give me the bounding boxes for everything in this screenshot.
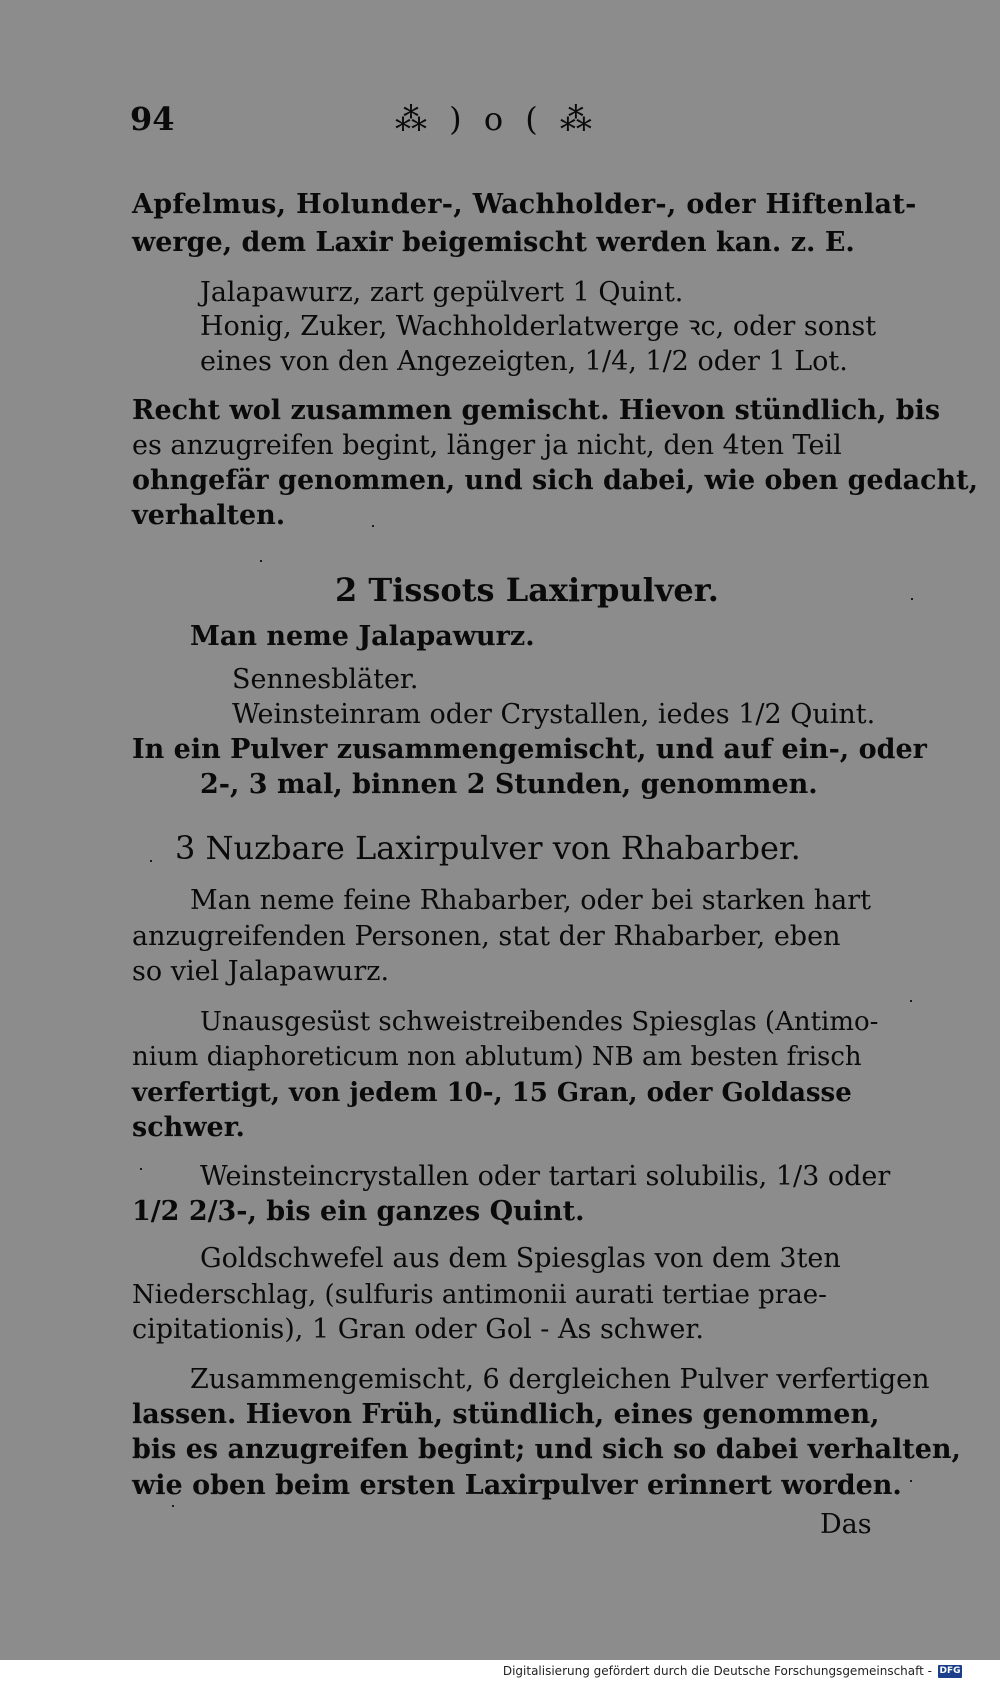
- digitization-footer: [503, 1664, 962, 1678]
- text-line: schwer.: [132, 1112, 245, 1143]
- running-head-ornament: ⁂ ) o ( ⁂: [395, 100, 598, 138]
- text-line: so viel Jalapawurz.: [132, 956, 390, 987]
- text-line: Zusammengemischt, 6 dergleichen Pulver verfertigen: [190, 1364, 930, 1395]
- recipe-line: Weinsteinram oder Crystallen, iedes 1/2 Quint.: [232, 699, 876, 730]
- text-line: 2-, 3 mal, binnen 2 Stunden, genommen.: [200, 769, 818, 800]
- scan-speck: [911, 598, 913, 600]
- recipe-line: Unausgesüst schweistreibendes Spiesglas (Antimo-: [200, 1007, 879, 1037]
- text-line: cipitationis), 1 Gran oder Gol - As schwer.: [132, 1314, 704, 1345]
- text-line: ohngefär genommen, und sich dabei, wie oben gedacht,: [132, 465, 979, 496]
- recipe-line: eines von den Angezeigten, 1/4, 1/2 oder 1 Lot.: [200, 346, 848, 377]
- scan-speck: [910, 1480, 912, 1482]
- text-line: lassen. Hievon Früh, stündlich, eines genommen,: [132, 1399, 880, 1430]
- section-heading: 2 Tissots Laxirpulver.: [335, 571, 719, 609]
- recipe-line: Sennesbläter.: [232, 664, 419, 695]
- dfg-logo: DFG: [939, 1665, 961, 1676]
- text-line: Recht wol zusammen gemischt. Hievon stündlich, bis: [132, 395, 941, 426]
- text-line: Apfelmus, Holunder-, Wachholder-, oder Hiftenlat-: [132, 189, 917, 220]
- scan-speck: [372, 525, 374, 527]
- text-line: verhalten.: [132, 500, 286, 531]
- scan-speck: [172, 1505, 174, 1507]
- footer-text: Digitalisierung gefördert durch die Deutsche Forschungsgemeinschaft -: [502, 1664, 932, 1678]
- scan-speck: [140, 1168, 142, 1170]
- text-line: es anzugreifen begint, länger ja nicht, den 4ten Teil: [132, 430, 842, 461]
- page-header: [130, 100, 690, 150]
- recipe-line: Weinsteincrystallen oder tartari solubilis, 1/3 oder: [200, 1161, 891, 1192]
- recipe-line: Goldschwefel aus dem Spiesglas von dem 3ten: [200, 1243, 841, 1274]
- text-line: In ein Pulver zusammengemischt, und auf ein-, oder: [132, 734, 927, 765]
- text-line: bis es anzugreifen begint; und sich so dabei verhalten,: [132, 1434, 961, 1465]
- scan-speck: [910, 1000, 912, 1002]
- text-line: nium diaphoreticum non ablutum) NB am besten frisch: [132, 1042, 862, 1072]
- recipe-line: Man neme feine Rhabarber, oder bei starken hart: [190, 885, 872, 916]
- text-line: wie oben beim ersten Laxirpulver erinnert worden.: [132, 1470, 902, 1501]
- section-heading: 3 Nuzbare Laxirpulver von Rhabarber.: [175, 829, 801, 867]
- recipe-line: Jalapawurz, zart gepülvert 1 Quint.: [200, 277, 684, 308]
- catchword: Das: [820, 1509, 872, 1540]
- scan-speck: [260, 560, 262, 562]
- text-line: werge, dem Laxir beigemischt werden kan. z. E.: [132, 227, 855, 258]
- page-number: 94: [130, 100, 175, 138]
- text-line: verfertigt, von jedem 10-, 15 Gran, oder Goldasse: [132, 1078, 852, 1108]
- recipe-line: Honig, Zuker, Wachholderlatwerge ꝛc, oder sonst: [200, 311, 877, 342]
- text-line: Niederschlag, (sulfuris antimonii aurati tertiae prae-: [132, 1280, 827, 1310]
- text-line: 1/2 2/3-, bis ein ganzes Quint.: [132, 1196, 585, 1227]
- recipe-line: Man neme Jalapawurz.: [190, 621, 535, 652]
- scan-speck: [150, 860, 152, 862]
- text-line: anzugreifenden Personen, stat der Rhabarber, eben: [132, 921, 841, 952]
